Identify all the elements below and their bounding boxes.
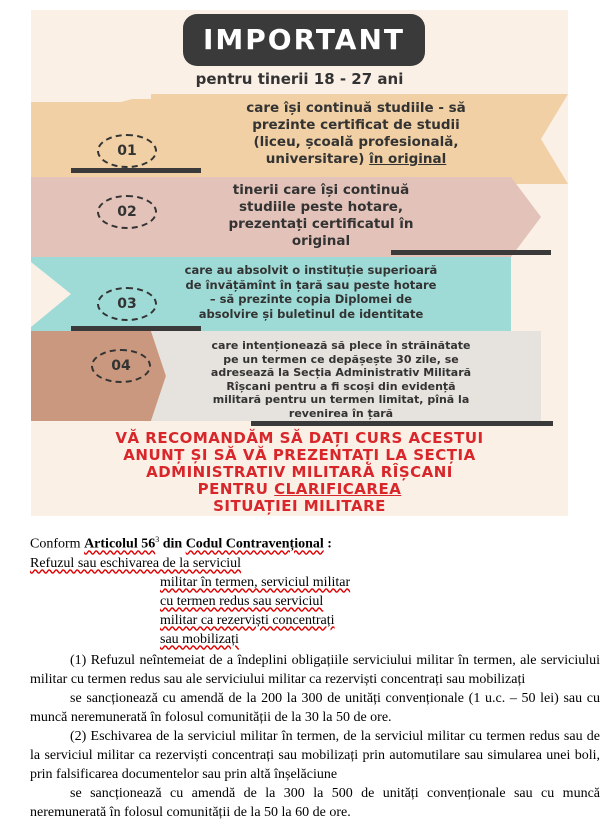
divider-bar [251,421,553,426]
article-title-line: militar în termen, serviciul militar [160,574,351,590]
paragraph-2-sanction: se sancționează cu amendă de la 300 la 500 de unități convenționale sau cu muncă neremunerată în folosul comunității de la 50 la 60 de ore. [30,785,600,820]
paragraph-2: (2) Eschivarea de la serviciul militar în termen, de la serviciul militar cu termen redus sau de la serviciul militar ca rezerviști concentrați sau mobilizați prin automutilare sau simularea unei boli, prin falsificarea documentelor sau prin altă înșelăciune [30,728,600,782]
divider-bar [391,250,551,255]
item-04 [31,331,568,421]
article-heading: Conform Articolul $56^3$ din Codul Contravențional : [30,535,332,552]
item-number: 01 [97,134,157,168]
item-text: care își continuă studiile - să prezinte certificat de studii (liceu, școală profesională, universitare) în original [246,100,466,167]
item-text: care intenționează să plece în străinătate pe un termen ce depășește 30 zile, se adresează la Secția Administrativ Militară Rîșcani pentru a fi scoși din evidență militară pentru un termen limitat, pînă la revenirea în țară [210,339,472,420]
article-title-line: militar ca rezerviști concentrați [160,612,335,628]
announcement-poster [31,10,568,516]
poster-title: IMPORTANT [183,14,425,66]
item-number: 03 [97,287,157,321]
article-title: Refuzul sau eschivarea de la serviciul [30,555,242,571]
item-number: 02 [97,195,157,229]
item-number: 04 [91,349,151,383]
item-text: care au absolvit o instituție superioară de învățămînt în țară sau peste hotare – să prezinte copia Diplomei de absolvire și buletinul de identitate [184,263,438,321]
item-text: tinerii care își continuă studiile peste hotare, prezentați certificatul în original [228,182,414,249]
legal-text [30,530,600,822]
item-03 [31,257,568,332]
item-02 [31,177,568,257]
poster-recommendation: VĂ RECOMANDĂM SĂ DAȚI CURS ACESTUI ANUNȚ ȘI SĂ VĂ PREZENTAȚI LA SECȚIA ADMINISTRATIV MILITARĂ RÎȘCANI PENTRU CLARIFICAREA SITUAȚIEI MILITARE [115,429,484,515]
paragraph-1: (1) Refuzul neîntemeiat de a îndeplini obligațiile serviciului militar în termen, ale serviciului militar cu termen redus sau ale serviciului militar ca rezerviști concentrați sau mobilizați [30,652,600,687]
paragraph-1-sanction: se sancționează cu amendă de la 200 la 300 de unități convenționale (1 u.c. – 50 lei) sau cu muncă neremunerată în folosul comunității de la 30 la 50 de ore. [30,690,600,725]
article-title-line: sau mobilizați [160,631,239,647]
divider-bar [71,168,201,173]
poster-subtitle: pentru tinerii 18 - 27 ani [195,70,404,88]
article-title-line: cu termen redus sau serviciul [160,593,324,609]
